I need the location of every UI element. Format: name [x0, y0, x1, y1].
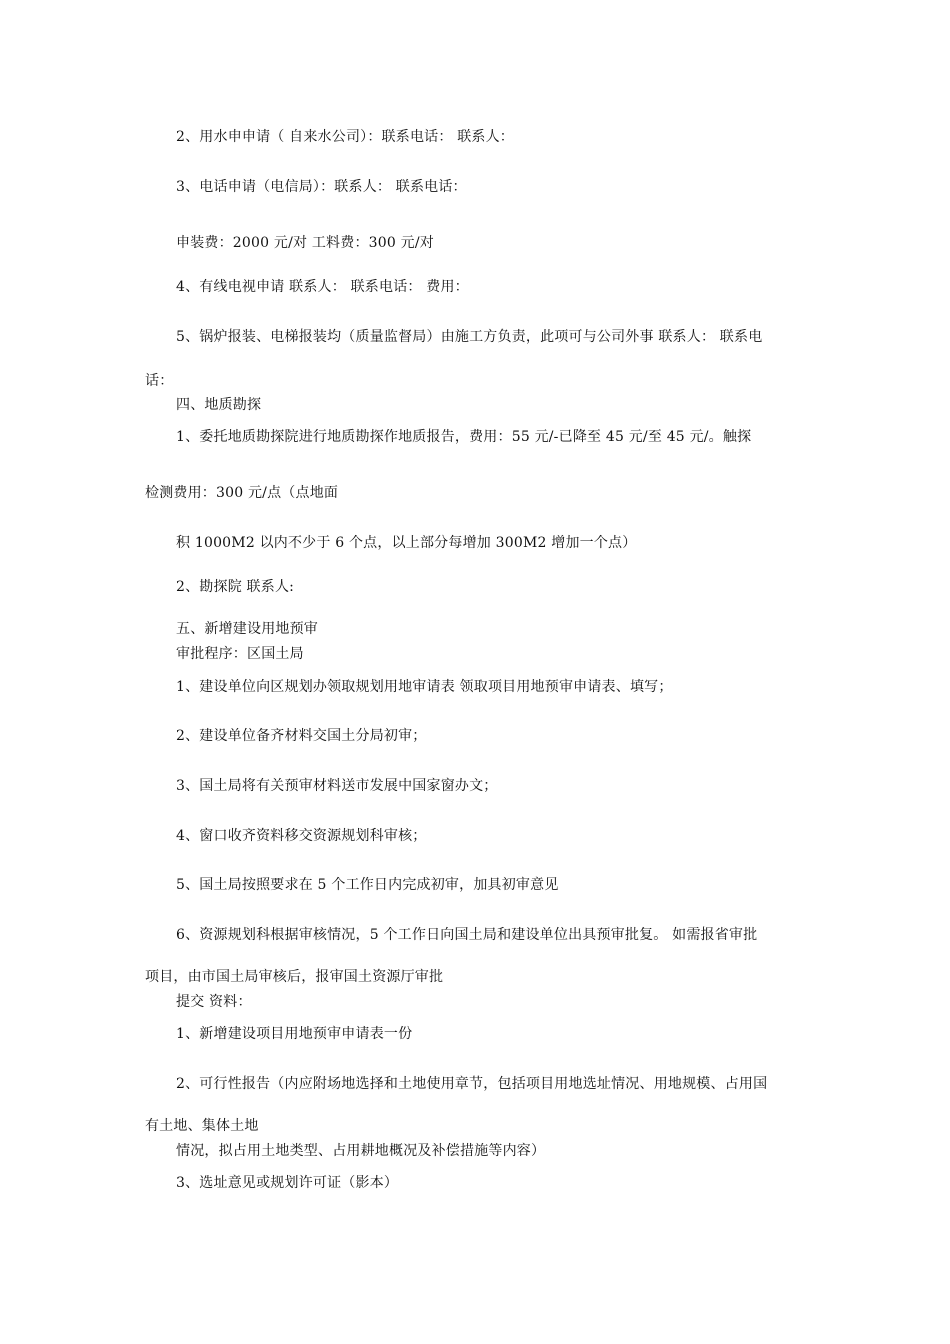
text-line: 5、国土局按照要求在 5 个工作日内完成初审，加具初审意见	[176, 877, 559, 893]
text-line: 4、窗口收齐资料移交资源规划科审核；	[176, 828, 427, 844]
text-line: 6、资源规划科根据审核情况，5 个工作日向国土局和建设单位出具预审批复。 如需报省审批	[176, 927, 758, 943]
text-line: 2、建设单位备齐材料交国土分局初审；	[176, 728, 427, 744]
text-line: 话：	[145, 373, 174, 389]
text-line: 1、委托地质勘探院进行地质勘探作地质报告，费用：55 元/-已降至 45 元/至 45 元/。触探	[176, 429, 752, 445]
text-line: 项目，由市国土局审核后，报审国土资源厅审批	[145, 969, 444, 985]
text-line: 2、可行性报告（内应附场地选择和土地使用章节，包括项目用地选址情况、用地规模、占用国	[176, 1076, 768, 1092]
text-line: 1、建设单位向区规划办领取规划用地审请表 领取项目用地预审申请表、填写；	[176, 679, 673, 695]
text-line: 审批程序：区国土局	[176, 646, 304, 662]
text-line: 提交 资料：	[176, 994, 252, 1010]
text-line: 有土地、集体土地	[145, 1118, 259, 1134]
text-line: 情况，拟占用土地类型、占用耕地概况及补偿措施等内容）	[176, 1143, 546, 1159]
section-heading: 五、新增建设用地预审	[176, 621, 318, 637]
section-heading: 四、地质勘探	[176, 397, 262, 413]
text-line: 积 1000M2 以内不少于 6 个点，以上部分每增加 300M2 增加一个点）	[176, 535, 637, 551]
text-line: 3、电话申请（电信局）：联系人： 联系电话：	[176, 179, 467, 195]
text-line: 2、用水申申请（ 自来水公司）：联系电话： 联系人：	[176, 129, 515, 145]
text-line: 申装费：2000 元/对 工料费：300 元/对	[176, 235, 434, 251]
text-line: 3、国土局将有关预审材料送市发展中国家窗办文；	[176, 778, 498, 794]
text-line: 1、新增建设项目用地预审申请表一份	[176, 1026, 413, 1042]
text-line: 5、锅炉报装、电梯报装均（质量监督局）由施工方负责，此项可与公司外事 联系人： 联系电	[176, 329, 763, 345]
text-line: 2、勘探院 联系人:	[176, 579, 295, 595]
text-line: 检测费用：300 元/点（点地面	[145, 485, 339, 501]
text-line: 3、选址意见或规划许可证（影本）	[176, 1175, 399, 1191]
text-line: 4、有线电视申请 联系人： 联系电话： 费用：	[176, 279, 469, 295]
